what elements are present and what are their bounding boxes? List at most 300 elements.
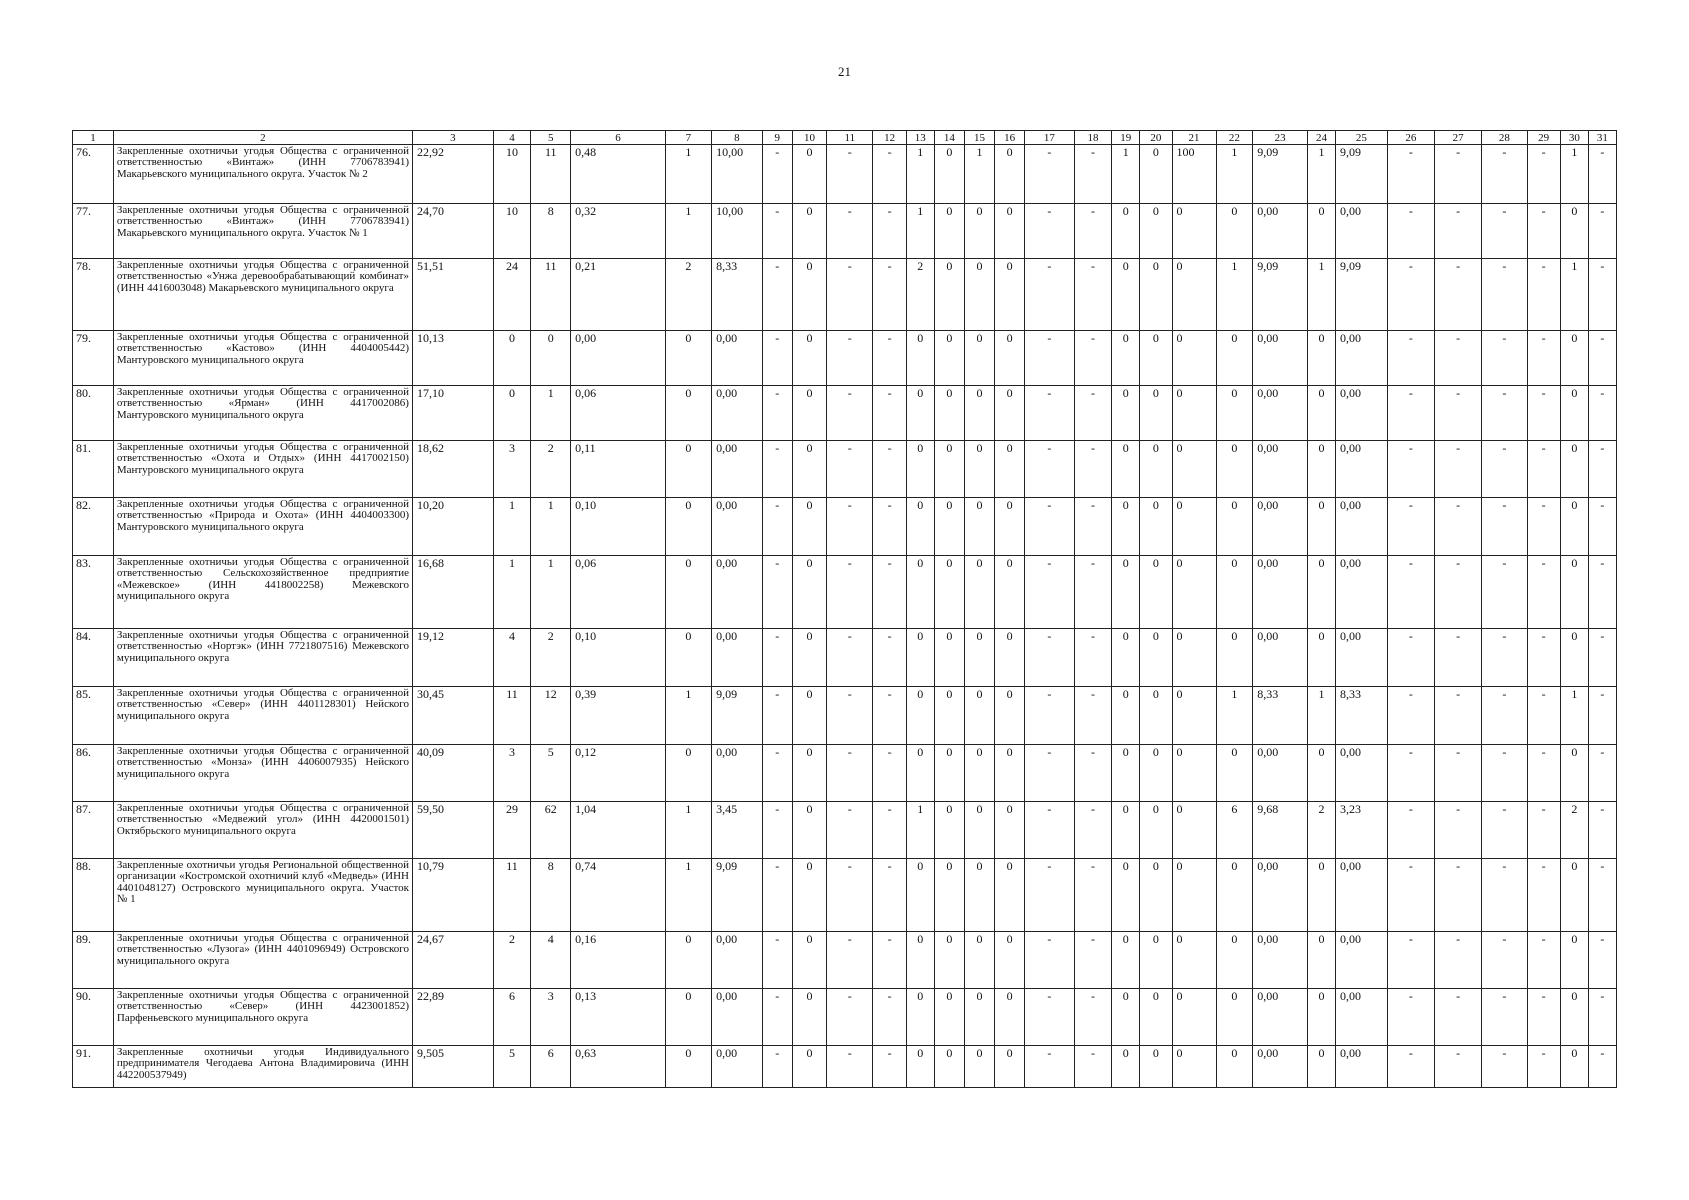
table-cell: 0,48 [571, 145, 666, 204]
table-cell: - [873, 441, 906, 498]
table-cell: - [1025, 859, 1074, 932]
table-cell: - [1527, 386, 1560, 441]
table-cell: 0 [1112, 745, 1140, 802]
table-cell: - [1482, 859, 1527, 932]
table-cell: - [1387, 441, 1434, 498]
table-cell: 3 [493, 745, 531, 802]
table-cell: 0 [995, 745, 1025, 802]
column-header-16: 16 [995, 131, 1025, 145]
table-cell: 0 [934, 331, 964, 386]
table-cell: - [762, 331, 792, 386]
table-cell: 1 [1112, 145, 1140, 204]
table-cell: - [1527, 1046, 1560, 1088]
row-number-cell: 84. [73, 629, 114, 687]
table-cell: - [1387, 745, 1434, 802]
table-cell: 0,06 [571, 386, 666, 441]
table-cell: - [1588, 498, 1616, 556]
table-cell: - [1482, 629, 1527, 687]
table-row [73, 629, 1617, 687]
table-cell: - [1588, 802, 1616, 859]
table-cell: 0 [1140, 498, 1172, 556]
table-cell: 2 [1560, 802, 1588, 859]
table-cell: 0 [934, 1046, 964, 1088]
table-cell: 0 [964, 629, 994, 687]
hunting-ground-description-cell: Закрепленные охотничьи угодья Общества с ограниченной ответственностью «Охота и Отдых» (ИНН 4417002150) Мантуровского муниципального округа [113, 441, 412, 498]
table-cell: - [1434, 386, 1481, 441]
table-cell: 8,33 [712, 259, 763, 331]
table-cell: - [1482, 932, 1527, 989]
table-row [73, 687, 1617, 745]
table-cell: 0,00 [1253, 989, 1308, 1046]
table-cell: - [1434, 629, 1481, 687]
table-cell: 0 [1140, 556, 1172, 629]
table-cell: 0 [934, 989, 964, 1046]
column-header-23: 23 [1253, 131, 1308, 145]
table-cell: 0 [1112, 556, 1140, 629]
table-cell: - [1074, 331, 1112, 386]
table-cell: 62 [531, 802, 571, 859]
table-cell: 0 [1308, 859, 1336, 932]
table-cell: 0 [1172, 932, 1216, 989]
table-cell: - [1434, 802, 1481, 859]
table-cell: - [1588, 989, 1616, 1046]
table-cell: - [762, 629, 792, 687]
table-cell: - [1482, 802, 1527, 859]
table-cell: 0 [792, 145, 826, 204]
table-cell: 0 [665, 1046, 711, 1088]
table-cell: 0 [1560, 859, 1588, 932]
table-cell: - [1074, 204, 1112, 259]
table-row [73, 745, 1617, 802]
table-cell: 0 [964, 745, 994, 802]
table-cell: - [1588, 932, 1616, 989]
column-header-24: 24 [1308, 131, 1336, 145]
column-header-22: 22 [1216, 131, 1253, 145]
column-header-6: 6 [571, 131, 666, 145]
table-cell: 1 [1216, 259, 1253, 331]
table-cell: 0 [1112, 441, 1140, 498]
table-cell: 1 [964, 145, 994, 204]
table-cell: 100 [1172, 145, 1216, 204]
table-cell: 0 [493, 386, 531, 441]
table-cell: 0 [665, 932, 711, 989]
column-header-30: 30 [1560, 131, 1588, 145]
table-cell: 6 [1216, 802, 1253, 859]
table-cell: - [1482, 441, 1527, 498]
table-cell: - [1527, 204, 1560, 259]
table-cell: 0 [1308, 498, 1336, 556]
table-cell: 0 [906, 441, 934, 498]
table-cell: 0 [1308, 331, 1336, 386]
table-cell: 9,09 [1336, 145, 1388, 204]
table-cell: 10,00 [712, 204, 763, 259]
table-cell: - [1434, 859, 1481, 932]
table-cell: - [873, 859, 906, 932]
row-number-cell: 79. [73, 331, 114, 386]
table-cell: - [1588, 687, 1616, 745]
hunting-ground-description-cell: Закрепленные охотничьи угодья Общества с ограниченной ответственностью «Унжа деревообрабатывающий комбинат» (ИНН 4416003048) Макарьевского муниципального округа [113, 259, 412, 331]
table-cell: 0 [964, 859, 994, 932]
table-cell: 1 [665, 145, 711, 204]
table-cell: - [1527, 687, 1560, 745]
row-number-cell: 91. [73, 1046, 114, 1088]
column-header-25: 25 [1336, 131, 1388, 145]
table-cell: 12 [531, 687, 571, 745]
table-cell: 0 [906, 498, 934, 556]
table-cell: - [827, 802, 873, 859]
table-cell: - [827, 331, 873, 386]
table-cell: 0 [1112, 386, 1140, 441]
table-cell: 0 [1560, 629, 1588, 687]
table-cell: 0 [1172, 745, 1216, 802]
table-cell: 1 [531, 386, 571, 441]
table-cell: 3,23 [1336, 802, 1388, 859]
table-cell: 1 [1216, 687, 1253, 745]
table-cell: - [1074, 556, 1112, 629]
table-cell: 0 [1172, 441, 1216, 498]
table-cell: 0,00 [1253, 331, 1308, 386]
table-cell: 5 [531, 745, 571, 802]
table-cell: 0 [995, 556, 1025, 629]
table-cell: - [1434, 498, 1481, 556]
column-header-7: 7 [665, 131, 711, 145]
hunting-ground-description-cell: Закрепленные охотничьи угодья Общества с ограниченной ответственностью «Винтаж» (ИНН 7706783941) Макарьевского муниципального округа. Участок № 1 [113, 204, 412, 259]
column-header-19: 19 [1112, 131, 1140, 145]
table-cell: - [762, 145, 792, 204]
table-cell: - [1387, 802, 1434, 859]
table-cell: 0 [1140, 859, 1172, 932]
hunting-ground-description-cell: Закрепленные охотничьи угодья Региональной общественной организации «Костромской охотничий клуб «Медведь» (ИНН 4401048127) Островского муниципального округа. Участок № 1 [113, 859, 412, 932]
table-cell: - [1025, 556, 1074, 629]
table-cell: 0 [1216, 498, 1253, 556]
table-cell: 0 [934, 802, 964, 859]
table-cell: 0 [1216, 441, 1253, 498]
column-header-4: 4 [493, 131, 531, 145]
table-cell: 0 [995, 859, 1025, 932]
table-cell: 0 [1216, 989, 1253, 1046]
table-cell: 8 [531, 859, 571, 932]
hunting-ground-description-cell: Закрепленные охотничьи угодья Общества с ограниченной ответственностью «Север» (ИНН 4401128301) Нейского муниципального округа [113, 687, 412, 745]
table-cell: 0,00 [1336, 859, 1388, 932]
table-cell: 0 [1172, 989, 1216, 1046]
table-cell: 0 [792, 687, 826, 745]
table-cell: 0 [964, 498, 994, 556]
hunting-ground-description-cell: Закрепленные охотничьи угодья Индивидуального предпринимателя Чегодаева Антона Владимировича (ИНН 442200537949) [113, 1046, 412, 1088]
table-cell: 0 [964, 441, 994, 498]
table-cell: - [1482, 259, 1527, 331]
row-number-cell: 78. [73, 259, 114, 331]
table-cell: - [1482, 687, 1527, 745]
column-header-10: 10 [792, 131, 826, 145]
table-cell: - [1434, 259, 1481, 331]
table-cell: 0,00 [1336, 989, 1388, 1046]
column-header-8: 8 [712, 131, 763, 145]
row-number-cell: 83. [73, 556, 114, 629]
table-cell: 0 [995, 386, 1025, 441]
table-cell: 2 [531, 441, 571, 498]
table-cell: 0,00 [1336, 386, 1388, 441]
column-header-18: 18 [1074, 131, 1112, 145]
column-header-1: 1 [73, 131, 114, 145]
table-cell: 0 [1172, 556, 1216, 629]
table-cell: 0,00 [1336, 1046, 1388, 1088]
table-cell: 1 [1216, 145, 1253, 204]
table-cell: 9,09 [1336, 259, 1388, 331]
table-cell: 1 [906, 204, 934, 259]
table-cell: 0 [1172, 687, 1216, 745]
table-row [73, 145, 1617, 204]
table-cell: 0 [934, 498, 964, 556]
table-cell: 0 [995, 498, 1025, 556]
table-cell: - [1387, 859, 1434, 932]
table-cell: 0,13 [571, 989, 666, 1046]
table-cell: - [1434, 745, 1481, 802]
table-cell: - [873, 989, 906, 1046]
table-cell: - [1025, 989, 1074, 1046]
table-cell: 0,00 [712, 1046, 763, 1088]
table-cell: 0 [792, 498, 826, 556]
column-header-12: 12 [873, 131, 906, 145]
table-cell: 1 [493, 556, 531, 629]
table-cell: 0 [995, 331, 1025, 386]
table-cell: 0 [1140, 745, 1172, 802]
table-cell: 0 [792, 441, 826, 498]
table-cell: - [1387, 989, 1434, 1046]
table-cell: - [1527, 441, 1560, 498]
table-cell: 1 [665, 802, 711, 859]
table-cell: 1 [665, 687, 711, 745]
table-cell: 0,00 [712, 386, 763, 441]
table-cell: 0,00 [1336, 745, 1388, 802]
table-cell: 16,68 [412, 556, 493, 629]
table-cell: 0 [665, 629, 711, 687]
table-cell: - [1527, 932, 1560, 989]
table-cell: 1 [531, 556, 571, 629]
table-cell: - [762, 687, 792, 745]
table-cell: - [827, 989, 873, 1046]
table-cell: 0 [964, 687, 994, 745]
table-cell: 1 [665, 859, 711, 932]
table-cell: 0 [665, 556, 711, 629]
table-cell: 0,00 [712, 556, 763, 629]
hunting-ground-description-cell: Закрепленные охотничьи угодья Общества с ограниченной ответственностью «Природа и Охота» (ИНН 4404003300) Мантуровского муниципального округа [113, 498, 412, 556]
table-cell: 1 [1308, 259, 1336, 331]
table-cell: - [1387, 498, 1434, 556]
table-cell: 0 [1112, 629, 1140, 687]
table-cell: 0,00 [1253, 556, 1308, 629]
table-cell: 9,09 [1253, 259, 1308, 331]
table-cell: - [1588, 259, 1616, 331]
table-cell: - [1482, 745, 1527, 802]
table-cell: - [873, 687, 906, 745]
table-cell: - [1074, 498, 1112, 556]
table-cell: 0 [1172, 259, 1216, 331]
table-cell: 1 [1560, 259, 1588, 331]
table-cell: 1 [665, 204, 711, 259]
table-cell: 0 [1112, 204, 1140, 259]
table-cell: 0 [1140, 441, 1172, 498]
table-cell: 59,50 [412, 802, 493, 859]
table-cell: - [827, 259, 873, 331]
table-cell: 0,16 [571, 932, 666, 989]
table-cell: 0,00 [1336, 932, 1388, 989]
table-cell: 0 [906, 386, 934, 441]
table-cell: - [827, 859, 873, 932]
table-cell: 0,00 [1253, 204, 1308, 259]
table-cell: - [1074, 259, 1112, 331]
table-cell: - [1387, 331, 1434, 386]
table-cell: 0 [1172, 331, 1216, 386]
table-cell: - [827, 745, 873, 802]
column-header-31: 31 [1588, 131, 1616, 145]
table-cell: 0 [934, 687, 964, 745]
table-row [73, 386, 1617, 441]
table-cell: 0 [1560, 989, 1588, 1046]
table-cell: 0 [665, 989, 711, 1046]
table-cell: - [1527, 556, 1560, 629]
table-cell: - [1527, 802, 1560, 859]
table-cell: 0,11 [571, 441, 666, 498]
table-cell: - [1074, 745, 1112, 802]
table-cell: 0 [792, 331, 826, 386]
table-cell: - [762, 386, 792, 441]
table-cell: 0,00 [1336, 556, 1388, 629]
table-cell: - [1387, 932, 1434, 989]
table-cell: 0 [1216, 386, 1253, 441]
table-cell: 1 [1560, 145, 1588, 204]
table-cell: 0 [1172, 859, 1216, 932]
table-cell: 0,00 [1253, 932, 1308, 989]
column-header-29: 29 [1527, 131, 1560, 145]
table-cell: - [1588, 386, 1616, 441]
table-cell: 0 [792, 556, 826, 629]
table-cell: - [1025, 498, 1074, 556]
table-cell: 0 [964, 1046, 994, 1088]
table-cell: 0 [906, 331, 934, 386]
table-cell: - [1588, 204, 1616, 259]
table-cell: 0 [665, 386, 711, 441]
table-cell: - [1588, 441, 1616, 498]
row-number-cell: 88. [73, 859, 114, 932]
row-number-cell: 90. [73, 989, 114, 1046]
table-cell: 10 [493, 204, 531, 259]
table-cell: 22,92 [412, 145, 493, 204]
table-cell: 0 [1112, 932, 1140, 989]
table-cell: 3 [531, 989, 571, 1046]
table-cell: 0 [934, 629, 964, 687]
table-cell: 5 [493, 1046, 531, 1088]
table-cell: 0 [1172, 386, 1216, 441]
table-row [73, 498, 1617, 556]
row-number-cell: 77. [73, 204, 114, 259]
table-cell: - [1387, 145, 1434, 204]
table-cell: - [762, 441, 792, 498]
table-cell: 0 [1308, 386, 1336, 441]
table-cell: 0,06 [571, 556, 666, 629]
table-cell: - [1387, 629, 1434, 687]
table-cell: 0,00 [712, 989, 763, 1046]
table-cell: 0 [1560, 204, 1588, 259]
table-cell: 11 [493, 687, 531, 745]
column-header-28: 28 [1482, 131, 1527, 145]
table-cell: 4 [531, 932, 571, 989]
table-cell: 0 [1560, 932, 1588, 989]
column-header-3: 3 [412, 131, 493, 145]
table-cell: 0,00 [1253, 745, 1308, 802]
table-cell: 0 [964, 989, 994, 1046]
table-cell: - [1434, 1046, 1481, 1088]
table-row [73, 989, 1617, 1046]
table-cell: 0 [1560, 745, 1588, 802]
table-cell: - [1025, 1046, 1074, 1088]
table-cell: - [1482, 331, 1527, 386]
table-cell: 0 [906, 556, 934, 629]
table-cell: - [1588, 145, 1616, 204]
table-cell: 0 [1308, 1046, 1336, 1088]
table-cell: 0,00 [712, 745, 763, 802]
row-number-cell: 85. [73, 687, 114, 745]
table-cell: 0,00 [1253, 441, 1308, 498]
table-cell: 0 [1308, 989, 1336, 1046]
table-cell: 0,00 [712, 498, 763, 556]
row-number-cell: 81. [73, 441, 114, 498]
table-cell: 0 [1216, 745, 1253, 802]
header-row [73, 131, 1617, 145]
table-cell: 0 [964, 259, 994, 331]
table-row [73, 441, 1617, 498]
table-cell: 0 [995, 802, 1025, 859]
table-cell: - [873, 629, 906, 687]
table-cell: - [1074, 1046, 1112, 1088]
table-cell: 0 [964, 204, 994, 259]
table-cell: 0 [665, 331, 711, 386]
table-cell: 0 [1140, 386, 1172, 441]
table-cell: 0 [995, 687, 1025, 745]
table-cell: 0 [1216, 1046, 1253, 1088]
table-cell: - [1482, 556, 1527, 629]
table-cell: 0,00 [1336, 441, 1388, 498]
table-cell: 0,00 [712, 629, 763, 687]
table-cell: 0 [792, 745, 826, 802]
table-cell: 0 [995, 204, 1025, 259]
table-cell: - [1434, 331, 1481, 386]
table-cell: - [1387, 556, 1434, 629]
table-cell: 0 [1308, 204, 1336, 259]
table-cell: - [1482, 386, 1527, 441]
column-header-21: 21 [1172, 131, 1216, 145]
table-cell: - [873, 145, 906, 204]
table-cell: 0 [1560, 556, 1588, 629]
table-cell: - [1434, 556, 1481, 629]
table-cell: 6 [493, 989, 531, 1046]
table-cell: - [1527, 145, 1560, 204]
hunting-ground-description-cell: Закрепленные охотничьи угодья Общества с ограниченной ответственностью «Лузога» (ИНН 4401096949) Островского муниципального округа [113, 932, 412, 989]
table-cell: 0 [934, 441, 964, 498]
hunting-ground-description-cell: Закрепленные охотничьи угодья Общества с ограниченной ответственностью «Север» (ИНН 4423001852) Парфеньевского муниципального округа [113, 989, 412, 1046]
table-cell: 0,32 [571, 204, 666, 259]
table-cell: 0 [964, 802, 994, 859]
table-cell: 9,09 [1253, 145, 1308, 204]
table-cell: 0 [1172, 204, 1216, 259]
table-cell: 0 [906, 745, 934, 802]
table-cell: 0 [906, 859, 934, 932]
table-cell: 0 [1560, 331, 1588, 386]
table-cell: 0 [1140, 687, 1172, 745]
table-cell: - [873, 259, 906, 331]
table-cell: 0 [1172, 629, 1216, 687]
page-number: 21 [838, 64, 851, 79]
table-cell: 1 [493, 498, 531, 556]
